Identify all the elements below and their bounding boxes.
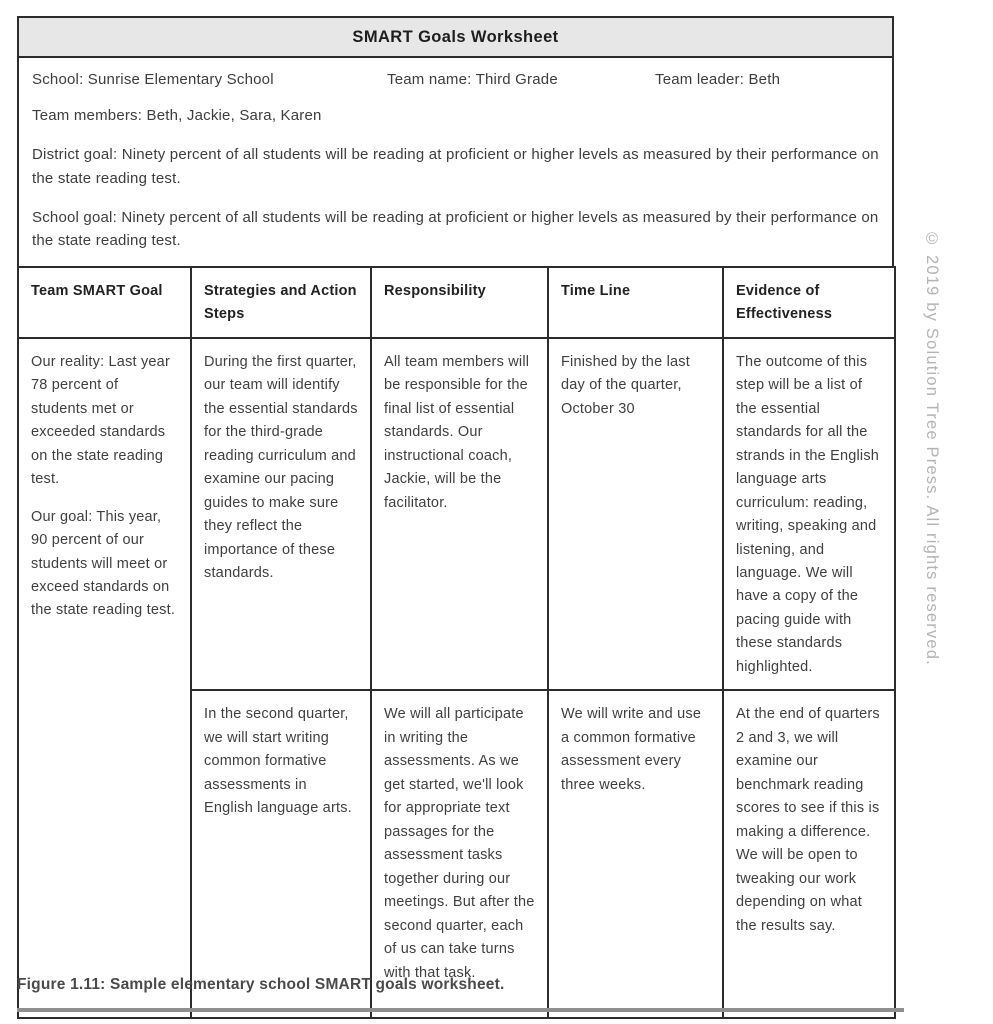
cell-evidence-q1: The outcome of this step will be a list of the essential standards for all the strands in the English language arts curriculum: reading, writing, speaking and listening, and language. We will have a copy of the pacing guide with these standards highlighted. bbox=[723, 338, 895, 691]
cell-timeline-q1: Finished by the last day of the quarter, October 30 bbox=[548, 338, 723, 691]
table-row bbox=[18, 338, 895, 691]
worksheet-title: SMART Goals Worksheet bbox=[352, 27, 559, 46]
figure-caption: Figure 1.11: Sample elementary school SMART goals worksheet. bbox=[17, 976, 505, 993]
school-goal-text: School goal: Ninety percent of all students will be reading at proficient or higher levels as measured by their performance on the state reading test. bbox=[32, 208, 879, 249]
cell-strategies-q2: In the second quarter, we will start writing common formative assessments in English language arts. bbox=[191, 690, 371, 1018]
cell-team-smart-goal bbox=[18, 338, 191, 1019]
cell-timeline-q2: We will write and use a common formative assessment every three weeks. bbox=[548, 690, 723, 1018]
header-time-line: Time Line bbox=[548, 267, 723, 337]
worksheet-title-bar bbox=[17, 16, 894, 58]
header-responsibility: Responsibility bbox=[371, 267, 548, 337]
smart-goals-table bbox=[17, 266, 896, 1019]
cell-responsibility-q1: All team members will be responsible for the final list of essential standards. Our instructional coach, Jackie, will be the facilitator. bbox=[371, 338, 548, 691]
cell-strategies-q1: During the first quarter, our team will identify the essential standards for the third-grade reading curriculum and examine our pacing guides to make sure they reflect the importance of these standards. bbox=[191, 338, 371, 691]
school-field: School: Sunrise Elementary School bbox=[32, 71, 274, 88]
team-name-field: Team name: Third Grade bbox=[387, 71, 558, 88]
team-leader-field: Team leader: Beth bbox=[655, 71, 781, 88]
header-team-smart-goal: Team SMART Goal bbox=[18, 267, 191, 337]
smart-goal-target: Our goal: This year, 90 percent of our students will meet or exceed standards on the state reading test. bbox=[31, 508, 176, 619]
smart-goals-worksheet bbox=[17, 16, 894, 1019]
cell-evidence-q2: At the end of quarters 2 and 3, we will examine our benchmark reading scores to see if this is making a difference. We will be open to tweaking our work depending on what the results say. bbox=[723, 690, 895, 1018]
header-strategies: Strategies and Action Steps bbox=[191, 267, 371, 337]
district-goal-text: District goal: Ninety percent of all students will be reading at proficient or higher levels as measured by their performance on the state reading test. bbox=[32, 146, 879, 187]
info-row-top bbox=[32, 71, 879, 88]
table-header-row bbox=[18, 267, 895, 337]
worksheet-info-section bbox=[17, 58, 894, 266]
bottom-divider bbox=[17, 1008, 904, 1012]
cell-responsibility-q2: We will all participate in writing the assessments. As we get started, we'll look for appropriate text passages for the assessment tasks together during our meetings. But after the second quarter, each of us can take turns with that task. bbox=[371, 690, 548, 1018]
header-evidence: Evidence of Effectiveness bbox=[723, 267, 895, 337]
copyright-notice: © 2019 by Solution Tree Press. All rights reserved. bbox=[923, 230, 941, 666]
smart-goal-reality: Our reality: Last year 78 percent of students met or exceeded standards on the state reading test. bbox=[31, 353, 170, 488]
team-members-field: Team members: Beth, Jackie, Sara, Karen bbox=[32, 107, 322, 124]
